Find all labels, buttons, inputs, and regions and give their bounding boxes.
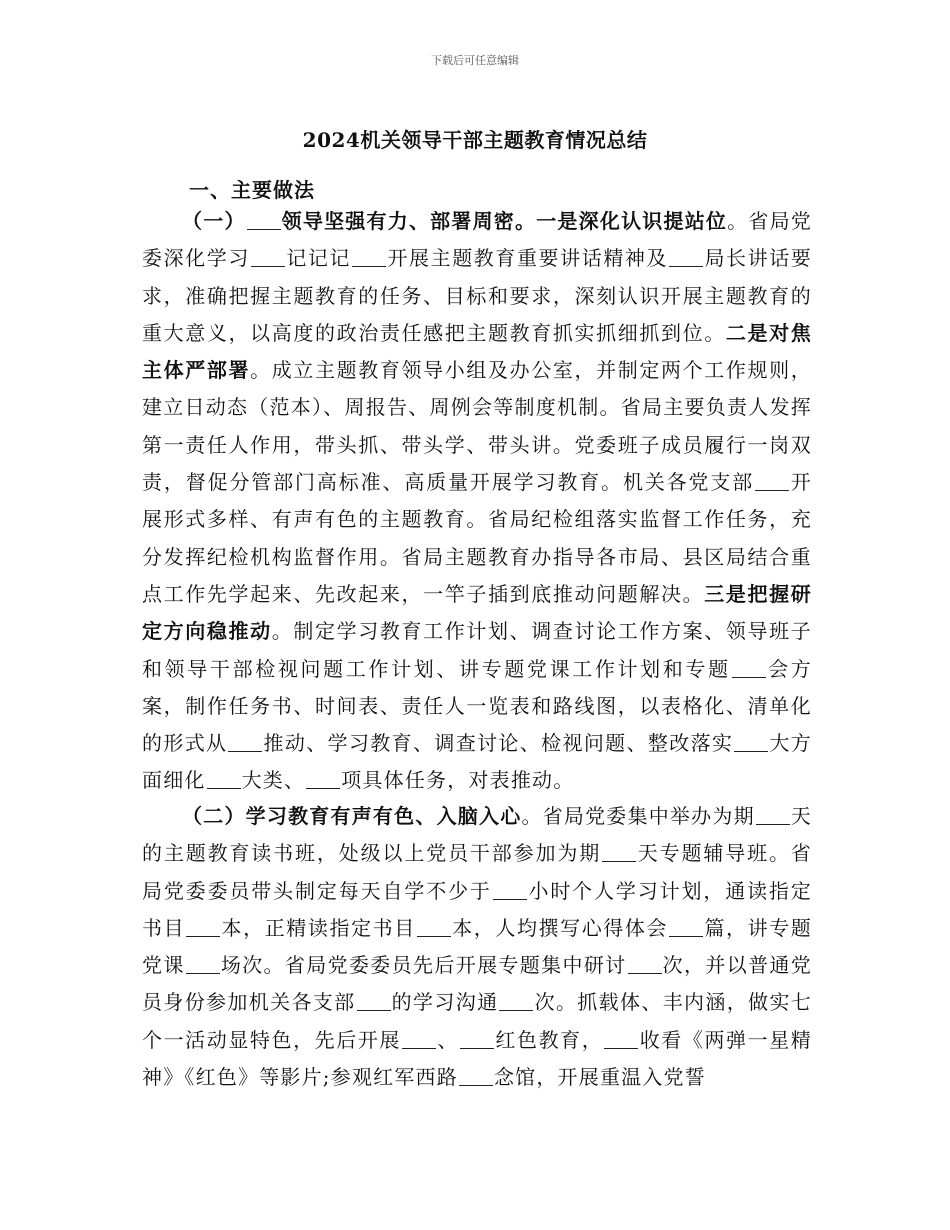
blank-line <box>459 1065 493 1086</box>
text-run: 次。抓载体、丰内涵，做实七个一活动显特色，先后开展 <box>142 990 813 1052</box>
blank-line <box>352 246 386 267</box>
text-run: 天的主题教育读书班，处级以上党员干部参加为期 <box>142 804 813 866</box>
text-run: 会方案，制作任务书、时间表、责任人一览表和路线图，以表格化、清单化的形式从 <box>142 656 813 756</box>
blank-line <box>755 470 789 491</box>
text-run: 。省局党委深化学习 <box>142 209 812 271</box>
text-run: 本，正精读指定书目 <box>221 915 416 940</box>
blank-line <box>460 1028 494 1049</box>
blank-line <box>417 916 451 937</box>
text-run: 大方面细化 <box>142 731 812 793</box>
point-one-bold: 领导坚强有力、部署周密。一是深化认识提站位 <box>281 209 728 233</box>
text-run: 大类、 <box>241 768 306 793</box>
text-run: 次，并以普通党员身份参加机关各支部 <box>142 953 812 1015</box>
text-run: 开展主题教育重要讲话精神及 <box>387 246 669 271</box>
text-run: 开展形式多样、有声有色的主题教育。省局纪检组落实监督工作任务，充分发挥纪检机构监督作用。省局主题教育办指导各市局、县区局结合重点工作先学起来、先改起来，一竿子插到底推动问题解决。 <box>142 470 813 606</box>
subheading-two: （二）学习教育有声有色、入脑入心 <box>182 804 522 828</box>
point-three-bold: 三是把握研定方向稳推动 <box>142 581 813 644</box>
blank-line <box>357 990 391 1011</box>
blank-line <box>669 246 703 267</box>
page-header-note: 下载后可任意编辑 <box>431 54 519 67</box>
blank-line <box>602 841 636 862</box>
text-run: 推动、学习教育、调查讨论、检视问题、整改落实 <box>263 731 734 756</box>
blank-line <box>251 246 285 267</box>
point-two-bold: 二是对焦主体严部署 <box>142 320 812 383</box>
text-run: 收看《两弹一星精神》《红色》等影片;参观红军西路 <box>142 1027 813 1090</box>
blank-line <box>669 916 703 937</box>
text-run: 天专题辅导班。省局党委委员带头制定每天自学不少于 <box>142 841 813 903</box>
paragraph-study-education <box>142 798 812 1096</box>
text-run: 红色教育， <box>495 1027 604 1052</box>
blank-line <box>402 1028 436 1049</box>
blank-line <box>306 768 340 789</box>
text-run: 局长讲话要求，准确把握主题教育的任务、目标和要求，深刻认识开展主题教育的重大意义，以高度的政治责任感把主题教育抓实抓细抓到位。 <box>142 246 813 345</box>
blank-line <box>756 804 790 825</box>
text-run: 记记记 <box>285 246 352 271</box>
text-run: 。制定学习教育工作计划、调查讨论工作方案、领导班子和领导干部检视问题工作计划、讲专题党课工作计划和专题 <box>142 619 813 681</box>
text-run: 小时个人学习计划，通读指定书目 <box>142 878 812 940</box>
blank-line <box>628 953 662 974</box>
document-title: 2024机关领导干部主题教育情况总结 <box>302 128 648 152</box>
text-run: 项具体任务，对表推动。 <box>341 768 575 793</box>
text-run: 念馆，开展重温入党誓 <box>493 1065 706 1090</box>
blank-line <box>732 657 766 678</box>
text-run: 。省局党委集中举办为期 <box>521 804 755 828</box>
blank-line <box>228 731 262 752</box>
text-run: 的学习沟通 <box>391 990 499 1015</box>
paragraph-leadership <box>142 203 812 800</box>
text-run: 本，人均撰写心得体会 <box>451 915 669 940</box>
text-run: 。成立主题教育领导小组及办公室，并制定两个工作规则，建立日动态（范本）、周报告、周例会等制度机制。省局主要负责人发挥第一责任人作用，带头抓、带头学、带头讲。党委班子成员履行一岗双责，督促分管部门高标准、高质量开展学习教育。机关各党支部 <box>142 358 813 495</box>
blank-line <box>493 879 527 900</box>
text-run: 篇，讲专题党课 <box>142 915 813 978</box>
blank-line <box>734 731 768 752</box>
text-run: 场次。省局党委委员先后开展专题集中研讨 <box>220 953 627 978</box>
blank-line <box>186 916 220 937</box>
text-run: 、 <box>437 1027 460 1052</box>
blank-line <box>604 1028 638 1049</box>
blank-line <box>499 990 533 1011</box>
section-heading-main-practices: 一、主要做法 <box>189 178 315 202</box>
subheading-one: （一） <box>182 209 246 233</box>
blank-line <box>186 953 220 974</box>
blank-line <box>207 768 241 789</box>
blank-line <box>247 209 281 230</box>
